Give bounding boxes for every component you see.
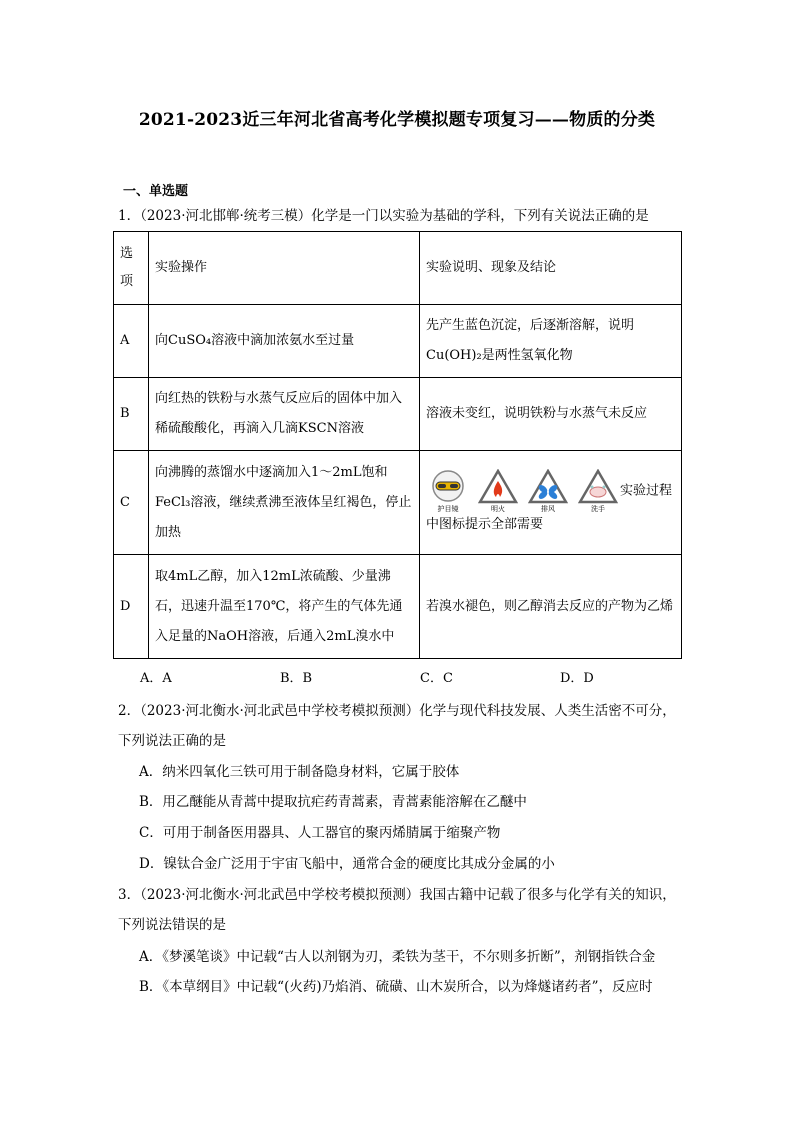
choice-d[interactable]: D．D	[560, 671, 594, 686]
choice-b[interactable]: B．B	[280, 671, 313, 686]
header-description: 实验说明、现象及结论	[420, 232, 682, 305]
goggles-icon	[428, 469, 468, 505]
row-operation: 向CuSO₄溶液中滴加浓氨水至过量	[149, 305, 420, 378]
question-2-option-c[interactable]: C．可用于制备医用器具、人工器官的聚丙烯腈属于缩聚产物	[139, 825, 501, 841]
question-3-option-a[interactable]: A．《梦溪笔谈》中记载“古人以剂钢为刃，柔铁为茎干，不尔则多折断”，剂钢指铁合金	[139, 949, 656, 965]
sign-label: 明火	[491, 504, 505, 513]
fan-icon	[528, 469, 568, 505]
row-operation: 向沸腾的蒸馏水中逐滴加入1～2mL饱和FeCl₃溶液，继续煮沸至液体呈红褐色，停止加热	[149, 451, 420, 555]
question-3-option-b[interactable]: B．《本草纲目》中记载“(火药)乃焰消、硫磺、山木炭所合，以为烽燧诸药者”，反应时	[139, 979, 653, 995]
question-3-stem: 3．（2023·河北衡水·河北武邑中学校考模拟预测）我国古籍中记载了很多与化学有关的知识，	[118, 887, 676, 903]
page-title: 2021-2023近三年河北省高考化学模拟题专项复习——物质的分类	[138, 110, 656, 130]
question-1-stem: 1．（2023·河北邯郸·统考三模）化学是一门以实验为基础的学科，下列有关说法正确的是	[118, 208, 649, 224]
question-1-choices	[140, 667, 700, 686]
safety-signs	[426, 469, 620, 513]
row-description: 先产生蓝色沉淀，后逐渐溶解，说明Cu(OH)₂是两性氢氧化物	[420, 305, 682, 378]
header-option: 选项	[114, 232, 149, 305]
experiment-table	[113, 231, 682, 659]
row-option: B	[114, 378, 149, 451]
table-row	[114, 555, 682, 659]
table-row	[114, 378, 682, 451]
header-operation: 实验操作	[149, 232, 420, 305]
ventilation-sign	[526, 469, 570, 513]
row-option: C	[114, 451, 149, 555]
row-operation: 取4mL乙醇，加入12mL浓硫酸、少量沸石，迅速升温至170℃，将产生的气体先通入足量的NaOH溶液，后通入2mL溴水中	[149, 555, 420, 659]
row-option: D	[114, 555, 149, 659]
flame-sign	[476, 469, 520, 513]
row-option: A	[114, 305, 149, 378]
question-2-option-d[interactable]: D．镍钛合金广泛用于宇宙飞船中，通常合金的硬度比其成分金属的小	[139, 856, 555, 872]
row-description: 若溴水褪色，则乙醇消去反应的产物为乙烯	[420, 555, 682, 659]
table-row	[114, 451, 682, 555]
sign-label: 护目镜	[437, 504, 459, 513]
section-heading: 一、单选题	[123, 184, 189, 199]
choice-c[interactable]: C．C	[420, 671, 453, 686]
question-3-stem-cont: 下列说法错误的是	[118, 917, 226, 933]
sign-label: 排风	[541, 504, 555, 513]
goggles-sign	[426, 469, 470, 513]
table-row	[114, 305, 682, 378]
row-description	[420, 451, 682, 555]
sign-label: 洗手	[591, 504, 605, 513]
row-description: 实验过程中图标提示全部需要	[426, 483, 673, 532]
choice-a[interactable]: A．A	[140, 671, 172, 686]
row-operation: 向红热的铁粉与水蒸气反应后的固体中加入稀硫酸酸化，再滴入几滴KSCN溶液	[149, 378, 420, 451]
flame-icon	[478, 469, 518, 505]
row-description: 溶液未变红，说明铁粉与水蒸气未反应	[420, 378, 682, 451]
wash-hands-sign	[576, 469, 620, 513]
question-2-stem: 2．（2023·河北衡水·河北武邑中学校考模拟预测）化学与现代科技发展、人类生活密不可分，	[118, 703, 676, 719]
question-2-option-b[interactable]: B．用乙醚能从青蒿中提取抗疟药青蒿素，青蒿素能溶解在乙醚中	[139, 794, 527, 810]
question-2-stem-cont: 下列说法正确的是	[118, 733, 226, 749]
question-2-option-a[interactable]: A．纳米四氧化三铁可用于制备隐身材料，它属于胶体	[139, 764, 460, 780]
table-header-row	[114, 232, 682, 305]
hand-wash-icon	[578, 469, 618, 505]
